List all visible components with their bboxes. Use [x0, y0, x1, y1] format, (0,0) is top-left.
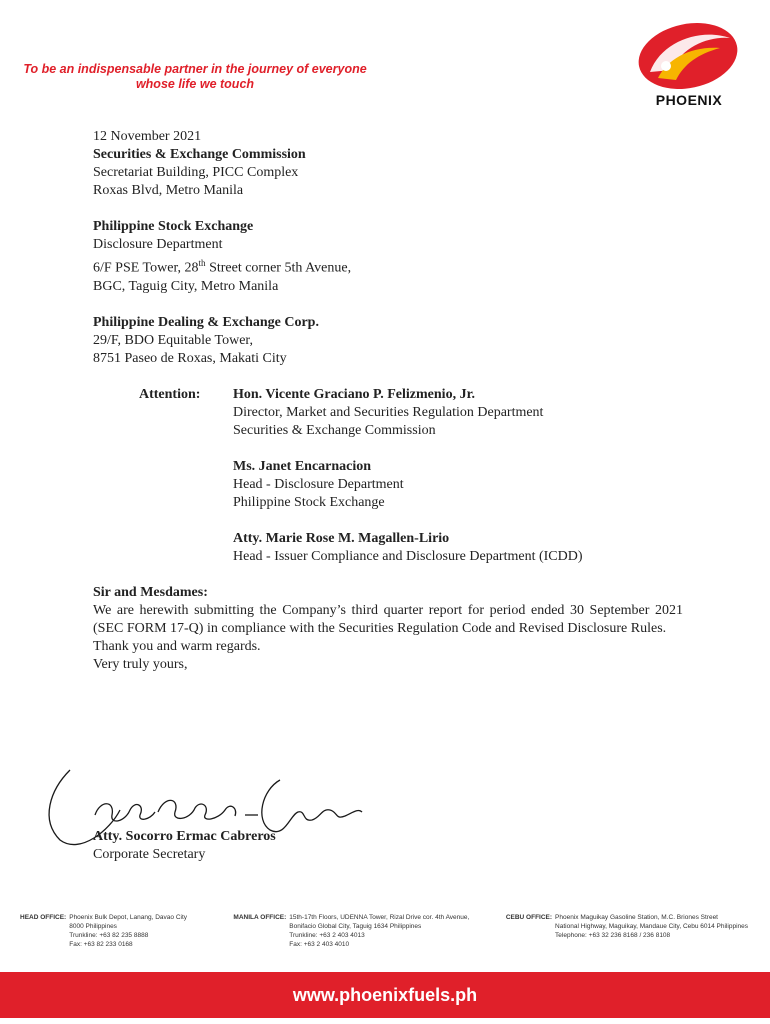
recipient-line: Secretariat Building, PICC Complex — [93, 165, 299, 180]
office-line: Bonifacio Global City, Taguig 1634 Philippines — [289, 923, 422, 930]
head-office — [20, 913, 221, 949]
salutation: Sir and Mesdames: — [93, 584, 208, 600]
letter-date: 12 November 2021 — [93, 129, 202, 144]
signatory-title: Corporate Secretary — [93, 847, 206, 862]
logo-wordmark: PHOENIX — [655, 92, 723, 108]
body-paragraph: We are herewith submitting the Company’s third quarter report for period ended 30 September 2021 (SEC FORM 17-Q) in compliance with the Securities Regulation Code and Revised Disclosure Rules. — [93, 602, 683, 636]
office-line: Trunkline: +63 2 403 4013 — [289, 932, 365, 939]
office-line: Phoenix Maguikay Gasoline Station, M.C. Briones Street — [555, 914, 718, 921]
person-line: Securities & Exchange Commission — [233, 422, 436, 438]
recipient-line: Disclosure Department — [93, 237, 223, 252]
recipient-line: Roxas Blvd, Metro Manila — [93, 183, 244, 198]
office-line: National Highway, Maguikay, Mandaue City, Cebu 6014 Philippines — [555, 923, 748, 930]
attention-person — [233, 458, 683, 512]
office-label: CEBU OFFICE: — [505, 914, 553, 921]
person-name: Atty. Marie Rose M. Magallen-Lirio — [233, 530, 450, 546]
recipient-line: 8751 Paseo de Roxas, Makati City — [93, 350, 287, 366]
footer-offices — [20, 913, 760, 949]
letter-body — [93, 128, 683, 674]
office-line: Trunkline: +63 82 235 8888 — [69, 932, 149, 939]
tagline-line-1: To be an indispensable partner in the journey of everyone — [23, 62, 367, 76]
office-line: Fax: +63 2 403 4010 — [289, 941, 350, 948]
attention-section — [93, 386, 683, 566]
attention-person — [233, 386, 683, 440]
recipient-sec — [93, 146, 683, 200]
recipient-name: Philippine Stock Exchange — [93, 219, 254, 234]
signatory-name: Atty. Socorro Ermac Cabreros — [93, 829, 276, 844]
office-label: HEAD OFFICE: — [20, 914, 67, 921]
person-line: Director, Market and Securities Regulation Department — [233, 404, 544, 420]
person-line: Head - Disclosure Department — [233, 476, 404, 492]
person-name: Ms. Janet Encarnacion — [233, 458, 372, 474]
office-line: Phoenix Bulk Depot, Lanang, Davao City — [69, 914, 188, 921]
tagline-line-2: whose life we touch — [135, 77, 255, 91]
thanks-line: Thank you and warm regards. — [93, 638, 261, 654]
attention-list — [233, 386, 683, 566]
company-tagline — [0, 62, 390, 92]
office-line: Fax: +63 82 233 0168 — [69, 941, 133, 948]
recipient-pse — [93, 218, 683, 296]
cebu-office — [506, 913, 748, 949]
attention-person — [233, 530, 683, 566]
office-label: MANILA OFFICE: — [233, 914, 287, 921]
attention-label: Attention: — [139, 386, 201, 402]
person-name: Hon. Vicente Graciano P. Felizmenio, Jr. — [233, 386, 475, 402]
person-line: Philippine Stock Exchange — [233, 494, 385, 510]
office-line: Telephone: +63 32 236 8168 / 236 8108 — [555, 932, 671, 939]
website-link[interactable]: www.phoenixfuels.ph — [292, 985, 478, 1005]
manila-office — [233, 913, 493, 949]
recipient-pdex — [93, 314, 683, 368]
recipient-line: 29/F, BDO Equitable Tower, — [93, 332, 254, 348]
office-line: 8000 Philippines — [69, 923, 117, 930]
person-line: Head - Issuer Compliance and Disclosure Department (ICDD) — [233, 548, 583, 564]
signatory-block — [93, 828, 276, 864]
recipient-name: Securities & Exchange Commission — [93, 147, 306, 162]
office-line: 15th-17th Floors, UDENNA Tower, Rizal Drive cor. 4th Avenue, — [289, 914, 470, 921]
recipient-line: 6/F PSE Tower, 28th Street corner 5th Avenue, — [93, 258, 352, 276]
recipient-name: Philippine Dealing & Exchange Corp. — [93, 314, 319, 330]
recipient-line: BGC, Taguig City, Metro Manila — [93, 278, 279, 294]
closing-line: Very truly yours, — [93, 656, 188, 672]
